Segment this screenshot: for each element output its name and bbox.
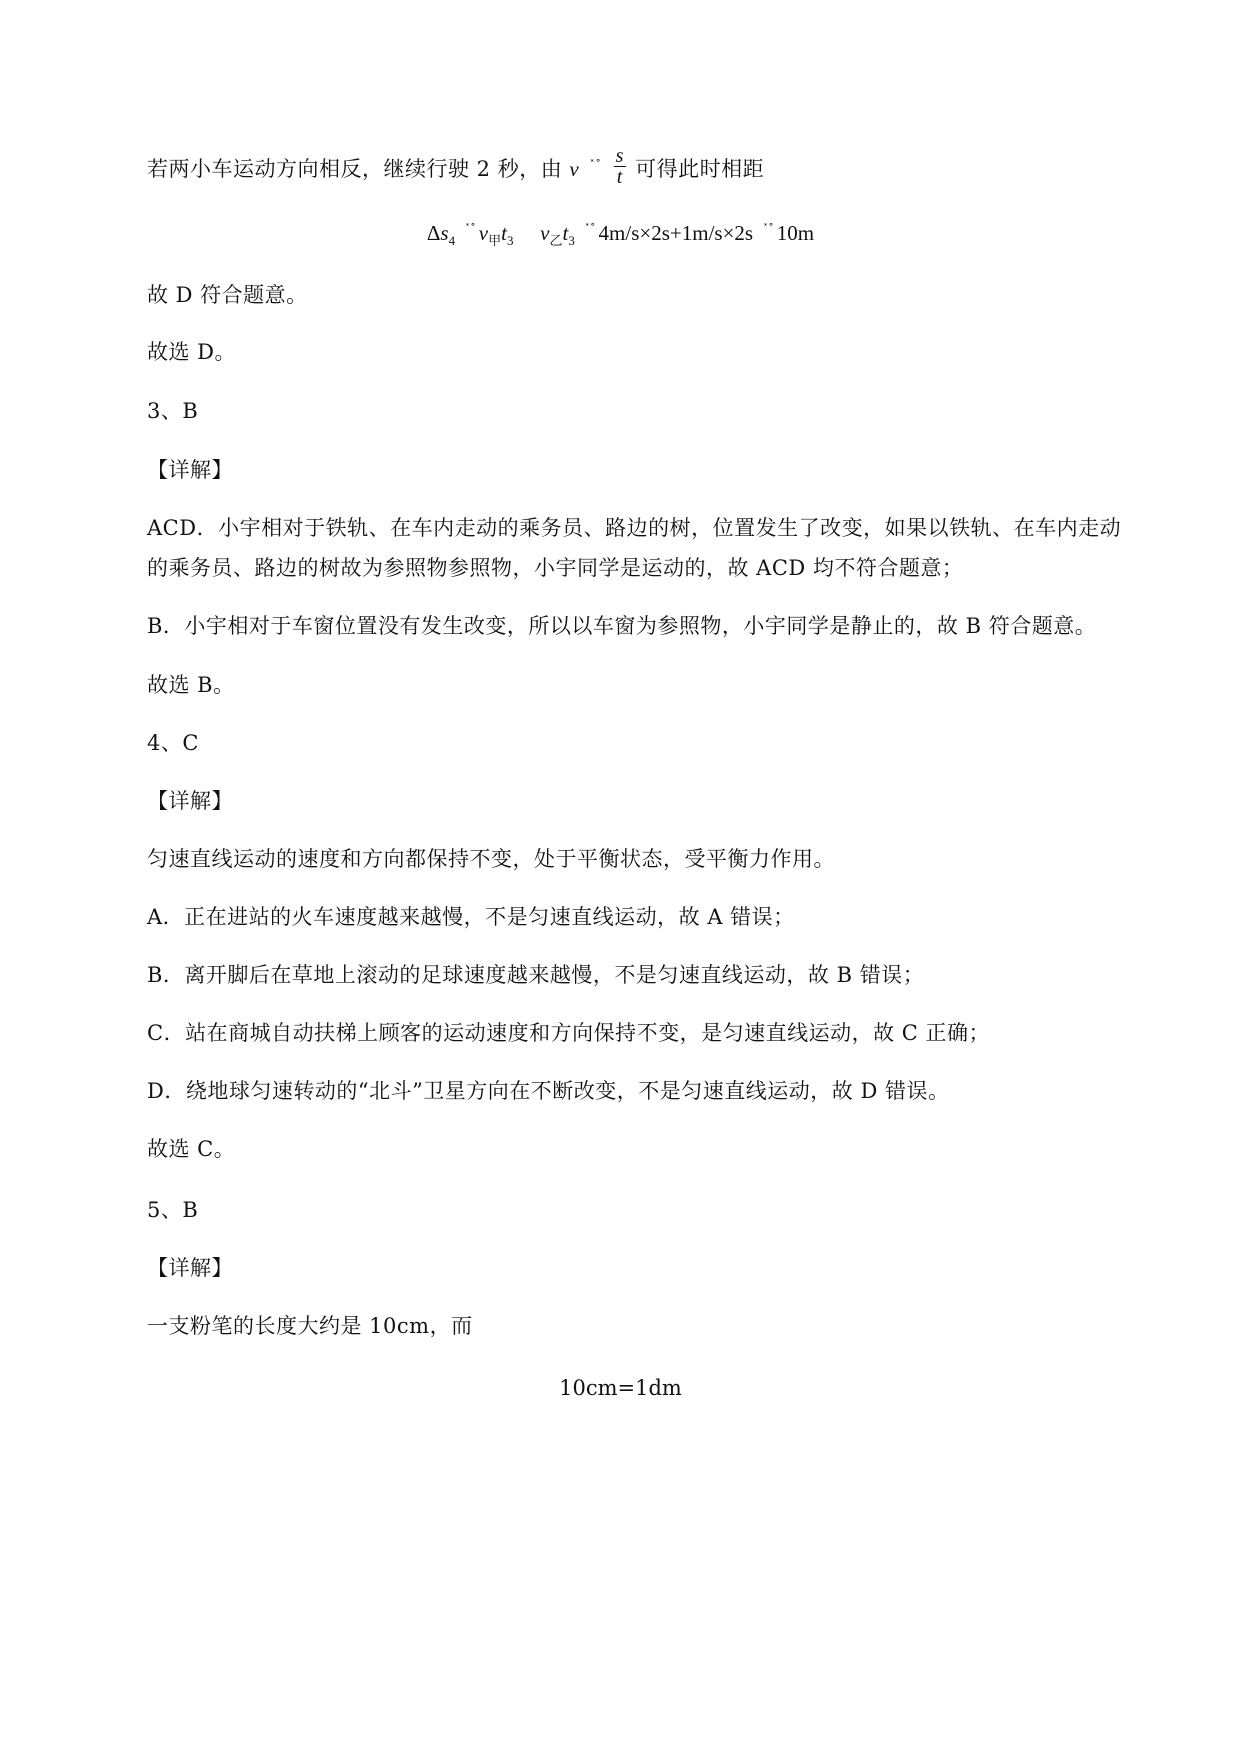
math-v: v <box>569 157 580 181</box>
paragraph-text: B．小宇相对于车窗位置没有发生改变，所以以车窗为参照物，小宇同学是静止的，故 B 符合题意。 <box>147 614 1097 638</box>
math-t: t <box>501 221 507 245</box>
fraction-s-over-t <box>614 146 626 187</box>
math-v: v <box>478 221 489 245</box>
explanation-heading: 【详解】 <box>147 789 233 813</box>
garbled-equals-glyph: ˟˚ <box>762 222 774 235</box>
paragraph-text: 匀速直线运动的速度和方向都保持不变，处于平衡状态，受平衡力作用。 <box>147 847 835 871</box>
text-segment: 可得此时相距 <box>635 157 765 181</box>
math-sub: 3 <box>506 233 514 249</box>
equation-unit-conversion: 10cm=1dm <box>559 1376 682 1400</box>
paragraph-text: C．站在商城自动扶梯上顾客的运动速度和方向保持不变，是匀速直线运动，故 C 正确； <box>147 1021 990 1045</box>
garbled-equals-glyph: ˟˚ <box>589 158 602 171</box>
garbled-equals-glyph: ˟˚ <box>464 222 476 235</box>
math-v: v <box>540 221 550 245</box>
math-sub: 4 <box>448 233 456 249</box>
paragraph-text: 一支粉笔的长度大约是 10cm，而 <box>147 1314 473 1338</box>
answer-heading: 3、B <box>147 399 199 423</box>
math-sub: 3 <box>568 233 575 249</box>
paragraph-text: 故 D 符合题意。 <box>147 283 308 307</box>
math-expression: 4m/s×2s+1m/s×2s <box>598 221 754 245</box>
math-result: 10m <box>776 221 815 245</box>
paragraph-text: B．离开脚后在草地上滚动的足球速度越来越慢，不是匀速直线运动，故 B 错误； <box>147 963 925 987</box>
text-segment: 若两小车运动方向相反，继续行驶 2 秒，由 <box>147 157 563 181</box>
garbled-equals-glyph: ˟˚ <box>584 222 596 235</box>
fraction-denominator: t <box>616 166 623 188</box>
paragraph-text: 故选 C。 <box>147 1137 236 1161</box>
paragraph-text: A．正在进站的火车速度越来越慢，不是匀速直线运动，故 A 错误； <box>147 905 795 929</box>
equation-distance <box>0 218 1241 257</box>
paragraph-text: 故选 D。 <box>147 340 237 364</box>
explanation-heading: 【详解】 <box>147 1256 233 1280</box>
math-sub: 乙 <box>549 234 563 250</box>
paragraph-text: 故选 B。 <box>147 673 235 697</box>
math-delta: Δ <box>426 221 441 245</box>
paragraph-text: 的乘务员、路边的树故为参照物参照物，小宇同学是运动的，故 ACD 均不符合题意； <box>147 556 964 580</box>
paragraph-text: D．绕地球匀速转动的“北斗”卫星方向在不断改变，不是匀速直线运动，故 D 错误。 <box>147 1079 950 1103</box>
math-sub: 甲 <box>488 234 502 250</box>
paragraph-speed-formula <box>147 145 765 191</box>
paragraph-text: ACD．小宇相对于铁轨、在车内走动的乘务员、路边的树，位置发生了改变，如果以铁轨、在车内走动 <box>147 516 1122 540</box>
answer-heading: 5、B <box>147 1198 199 1222</box>
math-t: t <box>562 221 569 245</box>
math-s: s <box>440 221 449 245</box>
fraction-numerator: s <box>615 145 624 167</box>
answer-heading: 4、C <box>147 731 199 755</box>
explanation-heading: 【详解】 <box>147 458 233 482</box>
